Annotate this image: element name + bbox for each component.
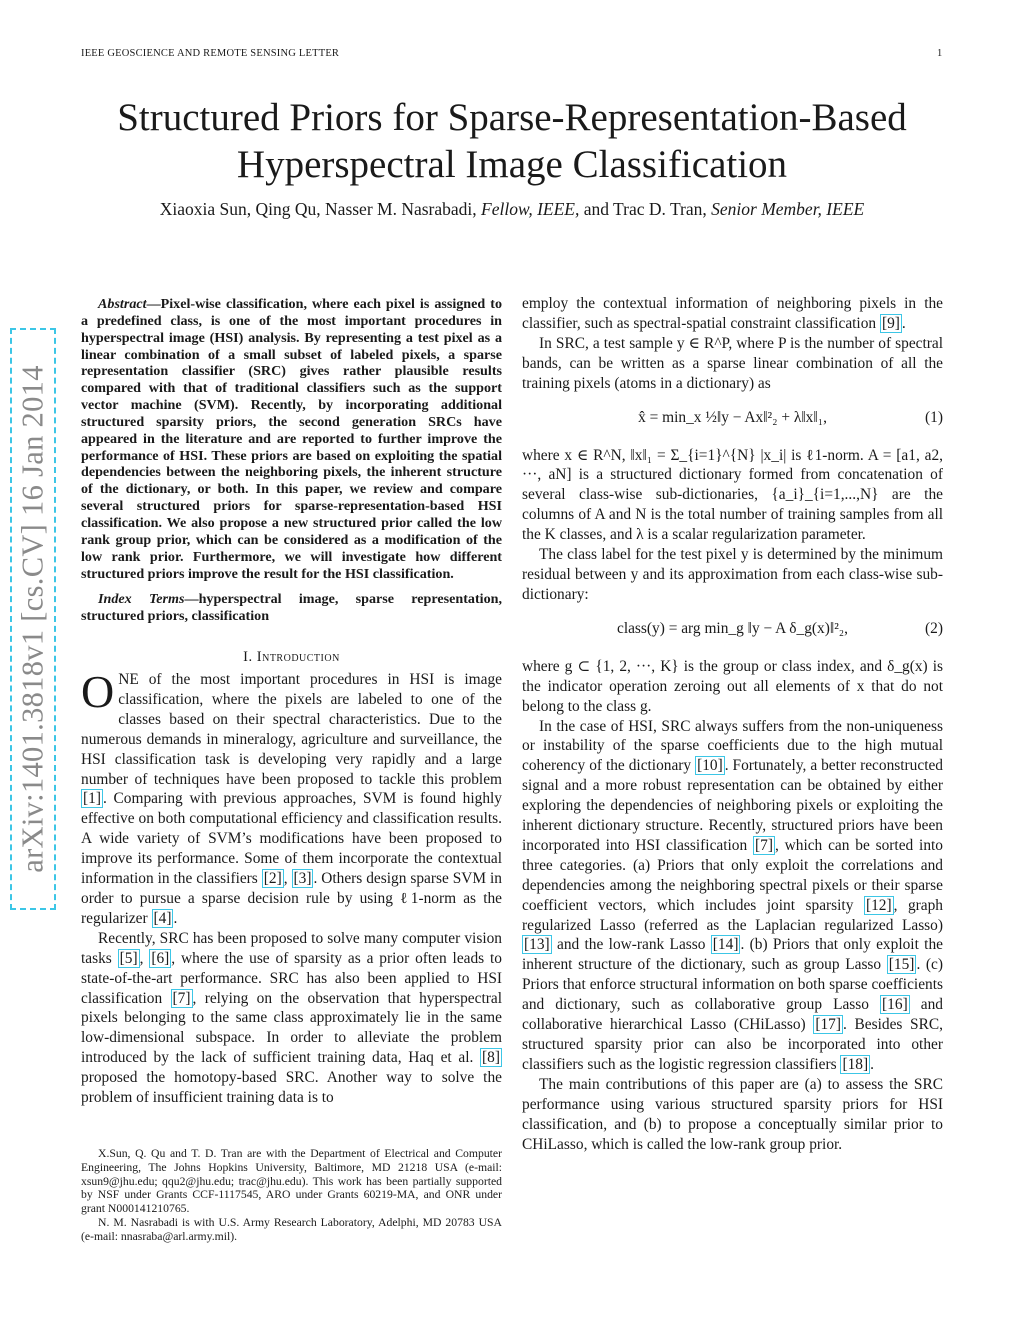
intro-paragraph-2: Recently, SRC has been proposed to solve many computer vision tasks [5] , [6] , where the use of sparsity as a prior often leads to state-of-the-art performance. SRC has also been applied to HSI classification [7] , relying on the observation that hyperspectral pixels belonging to the same class approximately lie in the same low-dimensional subspace. In order to alleviate the problem introduced by the lack of sufficient training data, Haq et al. [8] proposed the homotopy-based SRC. Another way to solve the problem of insufficient training data is to — [81, 929, 503, 1107]
citation-link[interactable]: [6] — [151, 949, 170, 967]
citation-link[interactable]: [4] — [153, 909, 172, 927]
authors-part-1: Xiaoxia Sun, Qing Qu, Nasser M. Nasrabadi, — [159, 199, 477, 219]
right-paragraph-4: where g ⊂ {1, 2, ···, K} is the group or class index, and δ_g(x) is the indicator operation zeroing out all elements of x that do not belong to the class g. — [522, 657, 943, 715]
index-terms-text: —hyperspectral image, sparse representation, structured priors, classification — [81, 591, 502, 625]
right-paragraph-6: The main contributions of this paper are (a) to assess the SRC performance using various structured sparsity priors for HSI classification, and (b) to propose a conceptually similar prior to CHiLasso, which is called the low-rank group prior. — [522, 1075, 943, 1153]
equation-2-math: class(y) = arg min_g ‖y − A δ_g(x)‖²₂, — [616, 619, 849, 637]
index-terms-label: Index Terms — [98, 591, 185, 608]
right-p5-text-h: and collaborative hierarchical Lasso (CHiLasso) — [522, 996, 943, 1034]
running-header: IEEE GEOSCIENCE AND REMOTE SENSING LETTER — [81, 48, 340, 59]
citation-link[interactable]: [10] — [697, 757, 723, 775]
right-paragraph-5: In the case of HSI, SRC always suffers from the non-uniqueness or instability of the sparse coefficients due to the high mutual coherency of the dictionary [10] . Fortunately, a better reconstructed signal and a more robust representation can be obtained by either exploring the dependencies of neighboring pixels or exploiting the inherent dictionary structure. Recently, structured priors have been incorporated into HSI classification [7] , which can be sorted into three categories. (a) Priors that only exploit the correlations and dependencies among the neighboring spectral pixels or their sparse coefficient vectors, which includes joint sparsity [12] , graph regularized Lasso (referred as the Laplacian regularized Lasso) [13] and the low-rank Lasso [14] . (b) Priors that only exploit the inherent structure of the dictionary, such as group Lasso [15] . (c) Priors that enforce structural information on both sparse coefficients and dictionary, such as collaborative group Lasso [16] and collaborative hierarchical Lasso (CHiLasso) [17] . Besides SRC, structured sparsity prior can also be incorporated into other classifiers such as the logistic regression classifiers [18] . — [522, 717, 944, 1073]
citation-link[interactable]: [8] — [482, 1049, 500, 1067]
intro-p1-text-b: . Comparing with previous approaches, SVM is found highly effective on both computational efficiency and classification results. A wide variety of SVM’s modifications have been proposed to improve its performance. Some of them incorporate the contextual information in the classifiers — [81, 790, 502, 888]
right-p5-text-d: , graph regularized Lasso (referred as the Laplacian regularized Lasso) — [522, 896, 944, 934]
section-title: Introduction — [256, 649, 340, 666]
citation-link[interactable]: [7] — [172, 989, 191, 1007]
intro-p1-text-c: . Others design sparse SVM in order to pursue a sparse decision rule by using ℓ1-norm as the regularizer — [81, 870, 502, 927]
citation-link[interactable]: [18] — [842, 1055, 869, 1073]
footnote-affiliation-1: X.Sun, Q. Qu and T. D. Tran are with the Department of Electrical and Computer Engineering, The Johns Hopkins University, Baltimore, MD 21218 USA (e-mail: xsun9@jhu.edu; qqu2@jhu.edu; trac@jhu.edu). This work has been partially supported by NSF under Grants CCF-1117545, ARO under Grants 60219-MA, and ONR under grant N000141210765. — [81, 1147, 502, 1216]
paper-title — [60, 94, 964, 188]
intro-p1-text: NE of the most important procedures in HSI is image classification, where the pixels are labeled to one of the classes based on their spectral characteristics. Due to the numerous demands in mineralogy, agriculture and surveillance, the HSI classification task is developing very rapidly and a large number of techniques have been proposed to tackle this problem — [81, 671, 502, 788]
citation-link[interactable]: [15] — [888, 956, 915, 974]
citation-link[interactable]: [13] — [524, 936, 550, 954]
title-line-1: Structured Priors for Sparse-Representation-Based — [117, 96, 907, 139]
section-heading — [81, 649, 502, 666]
index-terms — [81, 591, 502, 625]
right-p5-text-f: . (b) Priors that only exploit the inherent structure of the dictionary, such as group Lasso — [522, 936, 943, 974]
citation-link[interactable]: [12] — [865, 896, 892, 914]
right-column — [522, 294, 943, 1154]
title-line-2: Hyperspectral Image Classification — [236, 143, 788, 186]
citation-link[interactable]: [5] — [119, 949, 138, 967]
citation-link[interactable]: [9] — [881, 314, 900, 332]
equation-2 — [522, 619, 943, 643]
abstract-label: Abstract — [98, 296, 147, 312]
right-p5-text-e: and the low-rank Lasso — [556, 936, 706, 954]
arxiv-stamp — [10, 328, 56, 910]
right-p5-text-i: . Besides SRC, structured sparsity prior can also be incorporated into other classifiers such as the logistic regression classifiers — [522, 1016, 943, 1073]
citation-link[interactable]: [17] — [815, 1016, 841, 1034]
section-numeral: I. — [243, 649, 253, 666]
footnotes — [81, 1147, 502, 1244]
right-p5-text-g: . (c) Priors that enforce structural information on both sparse coefficients and dictionary, such as collaborative group Lasso — [522, 956, 944, 1014]
fellow-title: Fellow, IEEE, — [481, 199, 580, 219]
right-paragraph-2: where x ∈ R^N, ‖x‖₁ = Σ_{i=1}^{N} |x_i| is ℓ1-norm. A = [a1, a2, ···, aN] is a structured dictionary formed from concatenation of several class-wise sub-dictionaries, {a_i}_{i=1,...,N} are the columns of A and N is the total number of training samples from all the K classes, and λ is a scalar regularization parameter. — [522, 446, 943, 544]
right-paragraph-0: employ the contextual information of neighboring pixels in the classifier, such as spectral-spatial constraint classification [9] . — [522, 295, 943, 332]
authors-part-2: and Trac D. Tran, — [583, 199, 707, 219]
footnote-affiliation-2: N. M. Nasrabadi is with U.S. Army Research Laboratory, Adelphi, MD 20783 USA (e-mail: nnasraba@arl.army.mil). — [81, 1215, 502, 1243]
senior-member-title: Senior Member, IEEE — [711, 199, 865, 219]
citation-link[interactable]: [16] — [882, 996, 908, 1014]
author-list — [60, 199, 964, 220]
citation-link[interactable]: [2] — [263, 870, 282, 888]
intro-p2-text-b: , where the use of sparsity as a prior often leads to state-of-the-art performance. SRC has also been applied to HSI classification — [81, 949, 503, 1007]
left-column — [81, 296, 502, 1108]
arxiv-identifier: arXiv:1401.3818v1 [cs.CV] 16 Jan 2014 — [15, 365, 50, 873]
intro-paragraph-1: ONE of the most important procedures in HSI is image classification, where the pixels are labeled to one of the classes based on their spectral characteristics. Due to the numerous demands in mineralogy, agriculture and surveillance, the HSI classification task is developing very rapidly and a large number of techniques have been proposed to tackle this problem [1] . Comparing with previous approaches, SVM is found highly effective on both computational efficiency and classification results. A wide variety of SVM’s modifications have been proposed to improve its performance. Some of them incorporate the contextual information in the classifiers [2] , [3] . Others design sparse SVM in order to pursue a sparse decision rule by using ℓ1-norm as the regularizer [4] . — [81, 666, 502, 927]
right-paragraph-3: The class label for the test pixel y is determined by the minimum residual between y and its approximation from each class-wise sub-dictionary: — [522, 546, 943, 603]
citation-link[interactable]: [7] — [755, 836, 773, 854]
citation-link[interactable]: [1] — [83, 790, 101, 808]
abstract-text: —Pixel-wise classification, where each pixel is assigned to a predefined class, is one of the most important procedures in hyperspectral image (HSI) analysis. By representing a test pixel as a linear combination of a small subset of labeled pixels, a sparse representation classifier (SRC) gives rather plausible results compared with that of traditional classifiers such as the support vector machine (SVM). Recently, by incorporating additional structured sparsity priors, the second generation SRCs have appeared in the literature and are reported to further improve the performance of HSI. These priors are based on exploiting the spatial dependencies between the neighboring pixels, the inherent structure of the dictionary, or both. In this paper, we review and compare several structured priors for sparse-representation-based HSI classification. We also propose a new structured prior called the low rank group prior, which can be considered as a modification of the low rank prior. Furthermore, we will investigate how different structured priors improve the result for the HSI classification. — [81, 296, 502, 582]
right-paragraph-1: In SRC, a test sample y ∈ R^P, where P is the number of spectral bands, can be written as a sparse linear combination of all the training pixels (atoms in a dictionary) as — [522, 334, 943, 392]
right-p5-text-a: In the case of HSI, SRC always suffers from the non-uniqueness or instability of the sparse coefficients due to the high mutual coherency of the dictionary — [522, 717, 943, 775]
right-p5-text-c: , which can be sorted into three categories. (a) Priors that only exploit the correlations and dependencies among the neighboring spectral pixels or their sparse coefficient vectors, which includes joint sparsity — [522, 836, 943, 914]
intro-p2-text-d: proposed the homotopy-based SRC. Another way to solve the problem of insufficient training data is to — [81, 1069, 502, 1107]
citation-link[interactable]: [14] — [712, 936, 739, 954]
citation-link[interactable]: [3] — [293, 870, 312, 888]
right-p5-text-b: . Fortunately, a better reconstructed signal and a more robust representation can be obtained by either exploring the dependencies of neighboring pixels or exploiting the inherent dictionary structure. Recently, structured priors have been incorporated into HSI classification — [522, 757, 943, 854]
intro-p2-text-c: , relying on the observation that hyperspectral pixels belonging to the same class approximately lie in the same low-dimensional subspace. In order to alleviate the problem introduced by the lack of sufficient training data, Haq et al. — [81, 989, 502, 1067]
intro-p2-text: Recently, SRC has been proposed to solve many computer vision tasks — [81, 929, 502, 967]
abstract — [81, 296, 502, 582]
right-p0-text: employ the contextual information of neighboring pixels in the classifier, such as spectral-spatial constraint classification — [522, 295, 943, 332]
page-number: 1 — [937, 48, 943, 59]
equation-1-number: (1) — [925, 408, 943, 426]
equation-1-math: x̂ = min_x ½‖y − Ax‖²₂ + λ‖x‖₁, — [638, 408, 827, 426]
equation-2-number: (2) — [925, 619, 943, 637]
dropcap-letter: O — [81, 666, 115, 718]
equation-1 — [522, 408, 943, 432]
